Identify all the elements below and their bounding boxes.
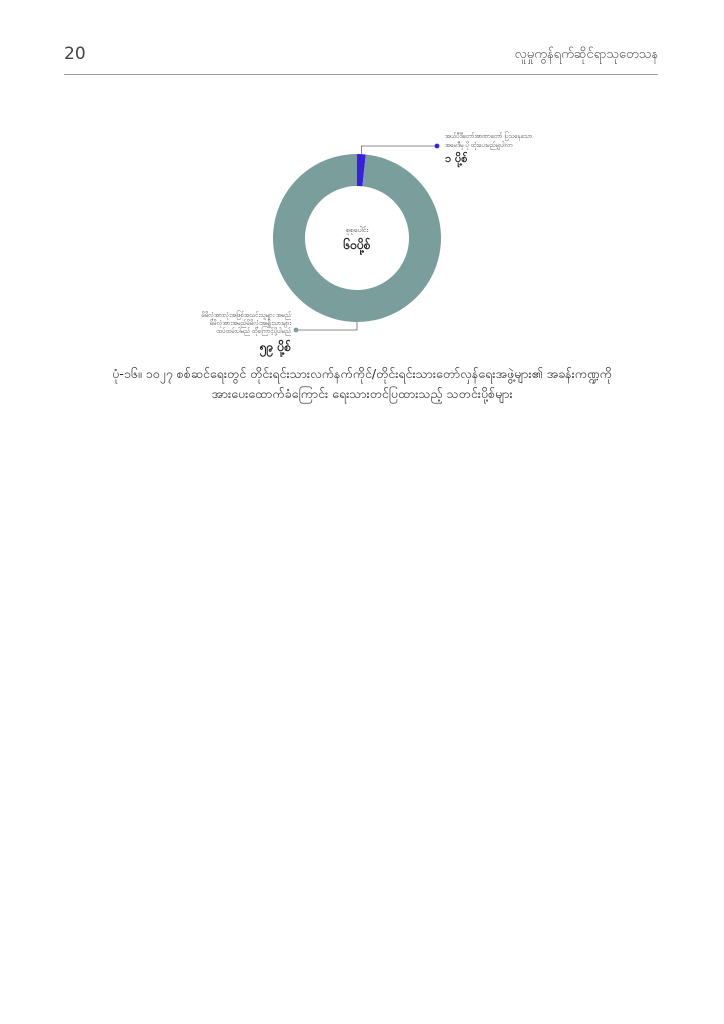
slice-label-small-line1: အယ်ပီဒီတော်အာဏာတော် ပြသနေသော xyxy=(445,133,533,140)
leader-line-small-slice xyxy=(361,146,437,154)
slice-label-large-line3: ထပ်ထမ်းပါမည် ထိုကြောင့်ပို့ပါမည် xyxy=(216,328,291,335)
slice-label-large-line2: မိမိလုံအားအမည်မိမိလုံးအမျိုးသားများ xyxy=(209,320,291,327)
slice-value-large: ၅၉ ပို့စ် xyxy=(259,340,291,354)
leader-line-large-slice xyxy=(296,322,357,330)
slice-label-large-line1: မိမိလုံအားလုံးအဖြစ်အသင်းသူများ အမည် xyxy=(201,312,291,319)
leader-dot-large-slice xyxy=(294,328,299,333)
leader-dot-small-slice xyxy=(435,144,440,149)
running-title: လူမှုကွန်ရက်ဆိုင်ရာသုတေသန xyxy=(514,47,658,62)
center-value: ၆၀ပို့စ် xyxy=(343,238,371,252)
figure-caption xyxy=(90,364,634,404)
slice-value-small: ၁ ပို့စ် xyxy=(445,152,468,165)
page-number: 20 xyxy=(64,44,86,64)
center-label: စုစုပေါင်း xyxy=(345,226,369,234)
caption-line-2: အားပေးထောက်ခံကြောင်း ရေးသားတင်ပြထားသည့် သတင်းပို့စ်များ xyxy=(211,386,513,401)
caption-line-1: ပုံ-၁၆။ ၁၀၂၇ စစ်ဆင်ရေးတွင် တိုင်းရင်းသားလက်နက်ကိုင်/တိုင်းရင်းသားတော်လှန်ရေးအဖွဲ့များ၏ အခန်းကဏ္ဍကို xyxy=(112,366,612,381)
slice-label-small-line2: အမေဒီမှ ပို ထုံးပေးမည်မျှပါလာ xyxy=(445,142,513,149)
